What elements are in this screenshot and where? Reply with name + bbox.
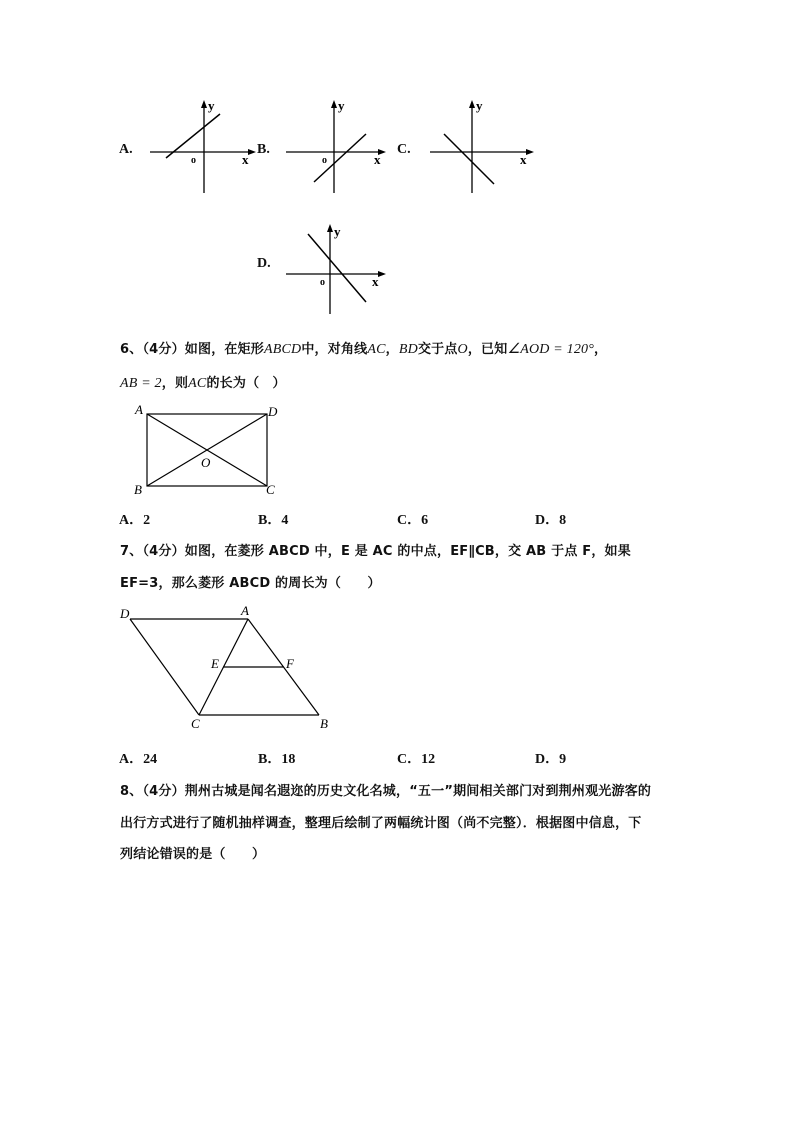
option-c-label: C.	[397, 142, 411, 157]
q6-rectangle-figure	[128, 400, 288, 498]
q6-answer-a[interactable]: A．2	[119, 513, 151, 528]
y-label: y	[476, 98, 483, 113]
q7-answer-c[interactable]: C．12	[397, 752, 436, 767]
point-f: F	[286, 656, 294, 671]
q6-angle: ∠AOD = 120°	[507, 342, 595, 357]
option-d-label: D.	[257, 256, 271, 271]
option-a-label: A.	[119, 142, 133, 157]
point-d: D	[268, 404, 278, 419]
point-o: O	[201, 455, 211, 470]
q7-stem-line2: EF=3，那么菱形 ABCD 的周长为（ ）	[120, 576, 381, 591]
q6-o: O	[457, 342, 468, 357]
point-c: C	[191, 716, 200, 731]
origin-label: o	[191, 155, 196, 166]
q6-answer-d[interactable]: D．8	[535, 513, 567, 528]
point-c: C	[266, 482, 275, 497]
q6-stem-line1	[120, 338, 607, 358]
x-arrow	[526, 149, 534, 155]
q8-stem-line2: 出行方式进行了随机抽样调查，整理后绘制了两幅统计图（尚不完整）．根据图中信息，下	[120, 816, 642, 831]
q7-stem-line1: 7、（4分）如图，在菱形 ABCD 中，E 是 AC 的中点，EF∥CB，交 AB 于点 F，如果	[120, 544, 631, 559]
q6-mid3: ，已知	[467, 342, 508, 357]
graph-b	[280, 98, 390, 196]
point-a: A	[241, 603, 249, 618]
y-arrow	[331, 100, 337, 108]
point-b: B	[134, 482, 142, 497]
q6-prefix: 6、（4分）如图，在矩形	[120, 342, 264, 357]
point-a: A	[135, 402, 143, 417]
x-arrow	[378, 271, 386, 277]
point-d: D	[120, 606, 130, 621]
q6-mid1: 中，对角线	[301, 342, 368, 357]
x-label: x	[374, 152, 381, 167]
q6-end1: ，	[594, 342, 608, 357]
q7-answer-a[interactable]: A．24	[119, 752, 158, 767]
y-label: y	[334, 224, 341, 239]
point-e: E	[211, 656, 219, 671]
q6-ab: AB = 2	[120, 376, 162, 391]
q6-answer-b[interactable]: B．4	[258, 513, 289, 528]
origin-label: o	[322, 155, 327, 166]
q6-mid2: 交于点	[417, 342, 458, 357]
q6-bd: BD	[398, 342, 418, 357]
y-arrow	[201, 100, 207, 108]
point-b: B	[320, 716, 328, 731]
x-arrow	[248, 149, 256, 155]
function-line	[444, 134, 494, 184]
q7-answer-b[interactable]: B．18	[258, 752, 296, 767]
q6-ac: AC	[367, 342, 386, 357]
function-line	[308, 234, 366, 302]
q7-rhombus-figure	[114, 600, 338, 734]
graph-a	[138, 98, 260, 196]
y-label: y	[338, 98, 345, 113]
option-b-label: B.	[257, 142, 270, 157]
y-label: y	[208, 98, 215, 113]
graph-d	[282, 220, 392, 316]
q8-stem-line1: 8、（4分）荆州古城是闻名遐迩的历史文化名城，“五一”期间相关部门对到荆州观光游客的	[120, 784, 652, 799]
x-label: x	[520, 152, 527, 167]
q7-answer-d[interactable]: D．9	[535, 752, 567, 767]
q8-stem-line3: 列结论错误的是（ ）	[120, 847, 266, 862]
q6-answer-c[interactable]: C．6	[397, 513, 429, 528]
graph-c	[424, 98, 546, 196]
q6-comma: ，	[385, 342, 399, 357]
origin-label: o	[320, 277, 325, 288]
q6-end2: 的长为（ ）	[206, 376, 286, 391]
x-label: x	[242, 152, 249, 167]
q6-rect-name: ABCD	[264, 342, 302, 357]
q6-stem-line2	[120, 372, 286, 392]
q6-mid4: ，则	[161, 376, 189, 391]
y-arrow	[327, 224, 333, 232]
y-arrow	[469, 100, 475, 108]
side-dc	[130, 619, 199, 715]
x-label: x	[372, 274, 379, 289]
q6-ac2: AC	[188, 376, 207, 391]
